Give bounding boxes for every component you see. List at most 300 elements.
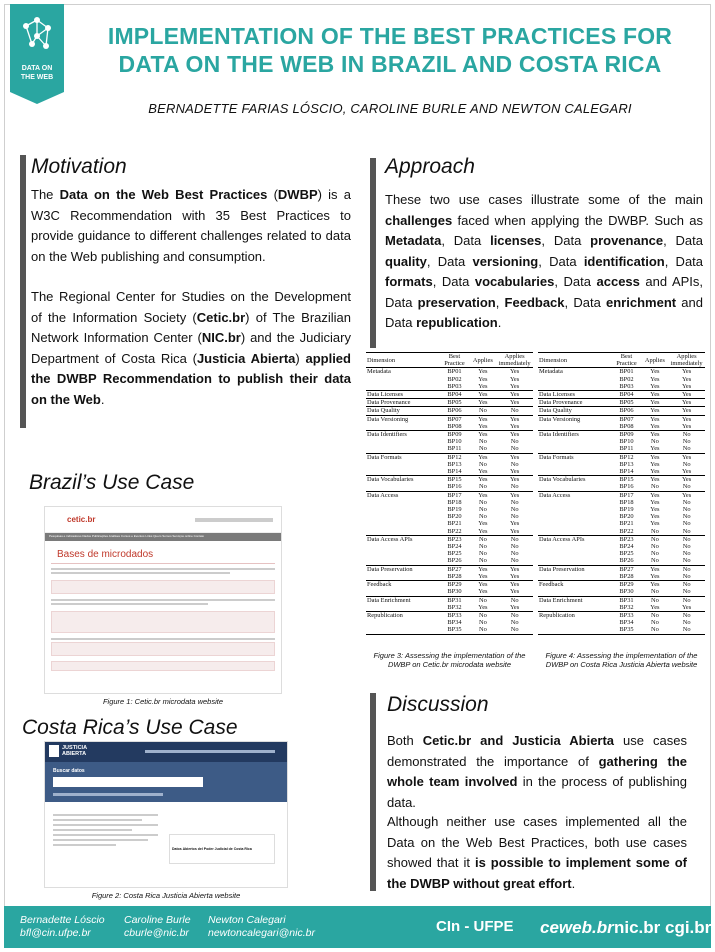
table-cell: No — [682, 527, 691, 535]
table-row — [366, 588, 533, 596]
table-header-cell: Best Practice — [439, 353, 469, 368]
table-row — [538, 407, 705, 415]
table-cell-dimension — [538, 543, 611, 550]
table-cell: No — [682, 445, 691, 453]
table-cell: No — [682, 572, 691, 580]
table-cell: BP27 — [439, 565, 469, 573]
table-cell: BP02 — [619, 375, 634, 383]
text-segment: in the process of publishing data. — [387, 774, 687, 810]
table-cell-dimension — [538, 383, 611, 391]
table-cell: No — [682, 619, 691, 627]
table-header-cell: Dimension — [366, 353, 439, 368]
table-cell: No — [682, 513, 691, 521]
table-cell: No — [470, 596, 497, 604]
text-segment: faced when applying the DWBP. Such as — [452, 212, 703, 228]
table-row — [366, 513, 533, 520]
motivation-paragraph-2 — [31, 287, 351, 410]
motivation-bar — [20, 155, 26, 428]
table-cell: Yes — [470, 491, 497, 499]
text-segment: is possible to implement some of the DWBP without great effort — [387, 855, 688, 891]
table-cell-dimension: Data Versioning — [538, 415, 611, 423]
motivation-paragraph-1 — [31, 185, 351, 267]
table-cell: Yes — [650, 468, 660, 476]
table-cell: Yes — [668, 391, 705, 399]
cgibr-logo: cgi.br — [665, 918, 712, 937]
table-header-cell: Applies immediately — [496, 353, 533, 368]
text-segment: Although neither use cases implemented all the Data on the Web Best Practices, both use cases showed that it — [387, 814, 687, 870]
table-cell-dimension — [538, 528, 611, 536]
table-cell-dimension — [366, 573, 439, 581]
table-row — [538, 415, 705, 423]
table-cell-dimension — [366, 445, 439, 453]
table-cell: Yes — [470, 453, 497, 461]
table-cell: Yes — [681, 468, 692, 476]
table-cell: Yes — [642, 415, 669, 423]
table-cell: Yes — [509, 375, 520, 383]
table-row — [366, 468, 533, 476]
table-cell: Yes — [496, 391, 533, 399]
nicbr-logo: nic.br — [614, 918, 661, 937]
table-cell: Yes — [642, 476, 669, 484]
table-cell: BP31 — [439, 596, 469, 604]
figure-2-caption: Figure 2: Costa Rica Justicia Abierta website — [91, 891, 241, 900]
table-row — [366, 565, 533, 573]
text-segment: identification — [583, 253, 665, 269]
table-cell: Yes — [509, 368, 520, 376]
table-cell: BP09 — [439, 431, 469, 439]
table-cell: BP26 — [447, 557, 462, 565]
table-cell: Yes — [642, 565, 669, 573]
text-segment: versioning — [472, 253, 539, 269]
table-cell-dimension: Data Versioning — [366, 415, 439, 423]
table-cell: Yes — [496, 399, 533, 407]
text-segment: Metadata — [385, 233, 442, 248]
table-row — [538, 588, 705, 596]
table-cell-dimension — [366, 461, 439, 468]
table-cell: BP20 — [619, 513, 634, 521]
table-cell-dimension: Data Quality — [538, 407, 611, 415]
text-segment: Data on the Web Best Practices — [59, 187, 268, 202]
table-cell: No — [682, 460, 691, 468]
table-cell: Yes — [642, 491, 669, 499]
table-cell: BP14 — [447, 468, 462, 476]
table-cell: Yes — [681, 382, 692, 390]
table-cell-dimension — [538, 506, 611, 513]
table-row — [538, 535, 705, 543]
table-cell: BP28 — [619, 572, 634, 580]
table-cetic-assessment — [366, 352, 533, 635]
table-cell: Yes — [668, 407, 705, 415]
table-cell: Yes — [650, 513, 660, 521]
table-cell-dimension: Feedback — [366, 581, 439, 589]
table-cell: No — [510, 506, 519, 514]
table-cell-dimension — [366, 604, 439, 612]
table-cell-dimension: Data Access APIs — [366, 535, 439, 543]
text-segment: and APIs, Data — [385, 274, 704, 310]
text-segment: licenses — [490, 233, 542, 248]
table-cell: Yes — [650, 520, 660, 528]
cin-ufpe-logo: CIn - UFPE — [436, 918, 514, 935]
table-cell: No — [668, 431, 705, 439]
table-cell: No — [682, 588, 691, 596]
table-row — [366, 415, 533, 423]
poster-title — [75, 22, 705, 78]
table-cell-dimension: Data Provenance — [538, 399, 611, 407]
table-row — [366, 453, 533, 461]
table-cell: BP29 — [439, 581, 469, 589]
table-cell: Yes — [496, 431, 533, 439]
footer-name-1: Bernadette Lóscio — [20, 914, 105, 926]
table-cell-dimension — [366, 438, 439, 445]
table-cell-dimension — [366, 520, 439, 527]
table-cell: Yes — [496, 415, 533, 423]
text-segment: , — [495, 294, 505, 310]
table-cell: Yes — [642, 407, 669, 415]
table-row — [366, 619, 533, 626]
table-cell: No — [478, 557, 487, 565]
text-segment: DWBP — [277, 187, 318, 202]
cetic-nav — [45, 533, 281, 541]
table-cell: Yes — [509, 603, 520, 611]
table-cell: BP33 — [611, 611, 641, 619]
table-cell: BP28 — [447, 572, 462, 580]
text-segment: Cetic.br and Justicia Abierta — [422, 733, 615, 748]
text-segment: vocabularies — [474, 274, 555, 289]
text-segment: and Data — [385, 294, 703, 330]
table-row — [366, 573, 533, 581]
table-cell-dimension — [538, 626, 611, 634]
text-segment: , Data — [441, 233, 491, 248]
table-cell: No — [510, 438, 519, 446]
text-segment: , Data — [564, 294, 607, 310]
table-row — [366, 550, 533, 557]
table-cell: Yes — [509, 572, 520, 580]
table-cell: Yes — [470, 565, 497, 573]
table-cell-dimension: Data Enrichment — [366, 596, 439, 604]
table-row — [538, 611, 705, 619]
table-cell-dimension: Data Access — [366, 491, 439, 499]
table-cell: BP25 — [619, 550, 634, 558]
table-cell: No — [668, 581, 705, 589]
text-segment: quality — [385, 253, 427, 269]
table-cell: No — [682, 550, 691, 558]
footer-name-2: Caroline Burle — [124, 914, 191, 926]
table-cell: BP12 — [439, 453, 469, 461]
text-segment: Both — [387, 733, 423, 748]
table-cell: BP13 — [447, 460, 462, 468]
text-segment: access — [596, 274, 640, 289]
table-row — [366, 438, 533, 445]
table-cell: BP01 — [619, 368, 634, 376]
table-row — [538, 543, 705, 550]
table-cell: No — [510, 557, 519, 565]
table-cell: No — [682, 557, 691, 565]
table-row — [366, 528, 533, 536]
table-cell: BP35 — [439, 626, 469, 634]
table-cell: BP20 — [447, 513, 462, 521]
table-cell: BP08 — [447, 422, 462, 430]
table-cell: Yes — [668, 476, 705, 484]
text-segment: Justicia Abierta — [196, 350, 296, 366]
table-cell: BP32 — [619, 603, 634, 611]
table-row — [538, 557, 705, 565]
table-row — [366, 520, 533, 527]
table-justicia-assessment — [538, 352, 705, 635]
footer-person-1 — [20, 914, 105, 940]
table-cell: No — [470, 611, 497, 619]
text-segment: ( — [267, 187, 278, 202]
table-cell: BP18 — [447, 498, 462, 506]
table-cell: Yes — [496, 565, 533, 573]
table-cell: BP31 — [611, 596, 641, 604]
text-segment: enrichment — [606, 294, 677, 310]
table-cell: No — [496, 611, 533, 619]
text-segment: , Data — [432, 274, 475, 289]
table-cell-dimension — [538, 619, 611, 626]
table-row — [538, 368, 705, 376]
table-cell: No — [510, 445, 519, 453]
table-cell: Yes — [509, 527, 520, 535]
table-cell-dimension — [366, 588, 439, 596]
text-segment: ) of The Brazilian Network Information Center ( — [31, 309, 352, 345]
table-row — [538, 468, 705, 476]
table-cell: Yes — [650, 422, 660, 430]
table-cell: No — [682, 498, 691, 506]
table-row — [538, 399, 705, 407]
text-segment: formats — [385, 274, 433, 289]
table-cell-dimension — [366, 557, 439, 565]
justicia-screenshot — [44, 741, 288, 888]
table-cell: No — [650, 543, 659, 551]
table-cell: BP17 — [439, 491, 469, 499]
text-segment: , Data — [664, 253, 704, 269]
table-row — [366, 581, 533, 589]
table-row — [538, 453, 705, 461]
table-cell: BP02 — [447, 375, 462, 383]
table-cell: BP21 — [447, 520, 462, 528]
table-cell: BP23 — [439, 535, 469, 543]
table-cell-dimension — [366, 376, 439, 383]
table-cell: BP11 — [447, 445, 462, 453]
table-cell: Yes — [509, 588, 520, 596]
table-row — [538, 596, 705, 604]
text-segment: challenges — [385, 212, 453, 228]
text-segment: , Data — [663, 233, 704, 248]
table-cell: BP09 — [611, 431, 641, 439]
text-segment: Feedback — [504, 294, 565, 310]
figure-4-caption: Figure 4: Assessing the implementation of the DWBP on Costa Rica Justicia Abierta website — [545, 651, 698, 669]
table-cell: Yes — [650, 498, 660, 506]
text-segment: . — [100, 391, 105, 407]
text-segment: . — [497, 315, 502, 330]
table-cell: No — [682, 438, 691, 446]
table-cell-dimension: Data Access — [538, 491, 611, 499]
table-cell: No — [478, 445, 487, 453]
table-row — [366, 476, 533, 484]
table-cell-dimension — [538, 513, 611, 520]
table-row — [366, 506, 533, 513]
table-cell-dimension: Metadata — [539, 368, 563, 376]
table-cell: BP10 — [447, 438, 462, 446]
table-cell: Yes — [478, 588, 488, 596]
table-row — [366, 445, 533, 453]
footer-name-3: Newton Calegari — [208, 914, 286, 926]
footer-person-2 — [124, 914, 191, 940]
text-segment: Cetic.br — [196, 309, 246, 325]
text-segment: . — [571, 875, 576, 891]
footer-person-3 — [208, 914, 315, 940]
table-cell: Yes — [681, 603, 692, 611]
footer-email-3[interactable]: newtoncalegari@nic.br — [208, 927, 315, 939]
table-cell: Yes — [509, 422, 520, 430]
cetic-logo: cetic.br — [67, 515, 96, 524]
table-cell: BP35 — [611, 626, 641, 634]
table-cell: BP03 — [619, 382, 634, 390]
table-row — [538, 438, 705, 445]
table-cell: No — [650, 550, 659, 558]
table-cell: No — [682, 543, 691, 551]
table-cell-dimension: Data Vocabularies — [366, 476, 439, 484]
table-cell-dimension — [538, 499, 611, 506]
text-segment: use cases demonstrated the importance of — [387, 733, 687, 769]
table-row — [366, 431, 533, 439]
table-row — [538, 581, 705, 589]
table-cell: BP21 — [619, 520, 634, 528]
table-cell-dimension — [366, 543, 439, 550]
table-cell: BP23 — [611, 535, 641, 543]
table-cell-dimension: Data Access APIs — [538, 535, 611, 543]
table-cell: BP03 — [447, 382, 462, 390]
approach-bar — [370, 158, 376, 348]
table-cell-dimension: Data Quality — [366, 407, 439, 415]
table-cell: No — [478, 460, 487, 468]
table-row — [366, 483, 533, 491]
data-on-the-web-badge — [10, 4, 64, 104]
costarica-heading: Costa Rica’s Use Case — [22, 716, 238, 739]
table-cell: BP33 — [439, 611, 469, 619]
table-row — [366, 604, 533, 612]
justicia-search-label: Buscar datos — [53, 768, 85, 774]
table-row — [366, 423, 533, 431]
table-cell: BP26 — [619, 557, 634, 565]
table-cell-dimension — [366, 528, 439, 536]
table-cell: BP32 — [447, 603, 462, 611]
table-header-cell: Applies — [642, 353, 669, 368]
table-row — [538, 445, 705, 453]
table-cell: No — [650, 619, 659, 627]
table-cell: Yes — [496, 453, 533, 461]
table-cell: BP18 — [619, 498, 634, 506]
table-cell: No — [682, 483, 691, 491]
table-cell: Yes — [650, 506, 660, 514]
table-row — [538, 604, 705, 612]
table-row — [538, 520, 705, 527]
table-cell: Yes — [496, 491, 533, 499]
table-cell: BP24 — [447, 543, 462, 551]
table-cell-dimension — [366, 423, 439, 431]
table-cell: No — [642, 611, 669, 619]
table-cell-dimension — [538, 445, 611, 453]
table-cell: Yes — [470, 391, 497, 399]
text-segment: , Data — [541, 233, 591, 248]
cetic-screenshot — [44, 506, 282, 694]
table-cell: BP14 — [619, 468, 634, 476]
table-row — [538, 528, 705, 536]
table-cell-dimension — [366, 626, 439, 634]
table-row — [366, 611, 533, 619]
table-cell: Yes — [650, 445, 660, 453]
table-cell-dimension — [366, 468, 439, 476]
table-cell-dimension: Republication — [366, 611, 439, 619]
table-cell: Yes — [681, 368, 692, 376]
table-cell: Yes — [650, 460, 660, 468]
table-cell: No — [650, 438, 659, 446]
table-cell-dimension — [538, 573, 611, 581]
table-cell: BP22 — [447, 527, 462, 535]
text-segment: These two use cases illustrate some of the main — [385, 192, 703, 207]
table-cell: BP27 — [611, 565, 641, 573]
table-row — [538, 423, 705, 431]
text-segment: republication — [416, 315, 498, 330]
table-cell: No — [510, 513, 519, 521]
approach-heading: Approach — [385, 155, 475, 178]
table-cell-dimension — [538, 461, 611, 468]
table-cell: Yes — [668, 491, 705, 499]
table-cell-dimension: Data Formats — [538, 453, 611, 461]
table-cell: No — [682, 506, 691, 514]
table-cell: BP13 — [619, 460, 634, 468]
table-cell: BP12 — [611, 453, 641, 461]
table-cell: No — [470, 626, 497, 634]
table-row — [366, 535, 533, 543]
table-cell: No — [642, 596, 669, 604]
table-cell: BP25 — [447, 550, 462, 558]
justicia-logo-line-2: ABIERTA — [62, 751, 87, 757]
table-cell-dimension — [538, 550, 611, 557]
table-cell-dimension: Metadata — [367, 368, 391, 376]
table-cell: No — [668, 626, 705, 634]
table-row — [366, 626, 533, 634]
table-cell: No — [668, 611, 705, 619]
table-row — [538, 376, 705, 383]
footer-email-1[interactable]: bfl@cin.ufpe.br — [20, 927, 91, 939]
footer-email-2[interactable]: cburle@nic.br — [124, 927, 189, 939]
table-cell: Yes — [478, 368, 488, 376]
table-cell: BP04 — [611, 391, 641, 399]
table-cell: Yes — [650, 375, 660, 383]
table-cell: No — [682, 520, 691, 528]
title-line-1: IMPLEMENTATION OF THE BEST PRACTICES FOR — [107, 23, 673, 49]
table-cell: Yes — [642, 399, 669, 407]
table-cell-dimension: Data Preservation — [366, 565, 439, 573]
table-row — [538, 506, 705, 513]
table-row — [538, 483, 705, 491]
table-cell: Yes — [650, 368, 660, 376]
text-segment: ) is a W3C Recommendation with 35 Best Practices to provide guidance to different challenges related to data on the Web publishing and consumption. — [31, 187, 351, 264]
table-cell: BP01 — [447, 368, 462, 376]
table-cell-dimension: Data Enrichment — [538, 596, 611, 604]
table-cell: BP34 — [619, 619, 634, 627]
table-header-cell: Best Practice — [611, 353, 641, 368]
table-cell-dimension — [538, 423, 611, 431]
table-cell: No — [668, 565, 705, 573]
table-cell-dimension: Data Identifiers — [366, 431, 439, 439]
table-cell-dimension: Data Licenses — [538, 391, 611, 399]
text-segment: provenance — [590, 233, 664, 248]
table-cell: No — [510, 483, 519, 491]
table-cell-dimension — [538, 588, 611, 596]
table-cell: BP30 — [447, 588, 462, 596]
